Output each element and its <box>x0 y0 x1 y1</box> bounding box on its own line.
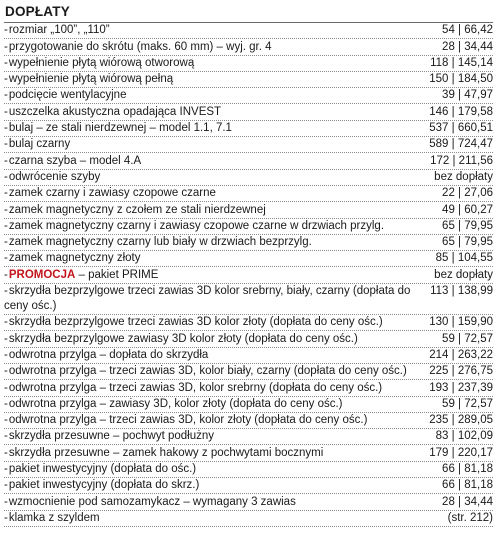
surcharge-row <box>4 219 493 235</box>
surcharge-row <box>4 445 493 461</box>
surcharge-text: – pakiet PRIME <box>75 268 159 281</box>
surcharge-text: odwrotna przylga – dopłata do skrzydła <box>8 348 209 361</box>
bullet-dash: - <box>4 397 8 410</box>
surcharge-label <box>4 170 432 185</box>
bullet-dash: - <box>4 381 8 394</box>
bullet-dash: - <box>4 446 8 459</box>
surcharge-price: 589 | 724,47 <box>429 138 493 151</box>
surcharge-label <box>4 364 427 379</box>
surcharge-label <box>4 105 427 120</box>
surcharge-price: 85 | 104,55 <box>435 252 493 265</box>
bullet-dash: - <box>4 170 8 183</box>
surcharge-row <box>4 511 493 527</box>
surcharge-label <box>4 348 427 363</box>
surcharge-label <box>4 446 427 461</box>
surcharge-text: klamka z szyldem <box>8 511 100 524</box>
surcharge-text: skrzydła bezprzylgowe zawiasy 3D kolor złoty (dopłata do ceny ośc.) <box>8 332 358 345</box>
surcharge-label <box>4 381 427 396</box>
surcharge-row <box>4 284 493 315</box>
surcharge-text: zamek magnetyczny z czołem ze stali nierdzewnej <box>8 203 266 216</box>
surcharge-row <box>4 72 493 88</box>
bullet-dash: - <box>4 154 8 167</box>
bullet-dash: - <box>4 236 8 249</box>
surcharge-row <box>4 364 493 380</box>
surcharge-label <box>4 478 440 493</box>
surcharge-price: 66 | 81,18 <box>442 479 493 492</box>
surcharge-row <box>4 153 493 169</box>
surcharge-row <box>4 39 493 55</box>
surcharge-text: zamek magnetyczny złoty <box>8 252 141 265</box>
surcharge-row <box>4 23 493 39</box>
surcharge-text: czarna szyba – model 4.A <box>8 154 142 167</box>
surcharge-price: 22 | 27,06 <box>442 187 493 200</box>
bullet-dash: - <box>4 430 8 443</box>
surcharge-row <box>4 315 493 331</box>
surcharge-row <box>4 331 493 347</box>
surcharge-label <box>4 511 446 526</box>
surcharge-row <box>4 380 493 396</box>
surcharge-row <box>4 348 493 364</box>
surcharge-row <box>4 137 493 153</box>
surcharge-price: 146 | 179,58 <box>429 105 493 118</box>
surcharge-row <box>4 462 493 478</box>
surcharge-text: odwrotna przylga – trzeci zawias 3D, kolor srebrny (dopłata do ceny ośc.) <box>8 381 383 394</box>
surcharge-label <box>4 88 440 103</box>
surcharge-text: odwrotna przylga – trzeci zawias 3D, kolor biały, czarny (dopłata do ceny ośc.) <box>8 365 407 378</box>
surcharge-row <box>4 235 493 251</box>
surcharge-row <box>4 429 493 445</box>
bullet-dash: - <box>4 203 8 216</box>
surcharge-label <box>4 186 440 201</box>
bullet-dash: - <box>4 219 8 232</box>
surcharge-price: 54 | 66,42 <box>442 24 493 37</box>
surcharge-text: uszczelka akustyczna opadająca INVEST <box>8 105 222 118</box>
bullet-dash: - <box>4 332 8 345</box>
surcharge-row <box>4 121 493 137</box>
surcharge-text: wzmocnienie pod samozamykacz – wymagany 3 zawias <box>8 495 296 508</box>
surcharge-text: wypełnienie płytą wiórową otworową <box>8 56 195 69</box>
surcharge-price: 49 | 60,27 <box>442 203 493 216</box>
surcharge-text: bulaj czarny <box>8 138 71 151</box>
surcharge-label <box>4 235 440 250</box>
surcharge-price: 28 | 34,44 <box>442 495 493 508</box>
surcharge-price: 83 | 102,09 <box>435 430 493 443</box>
surcharge-text: podcięcie wentylacyjne <box>8 89 127 102</box>
bullet-dash: - <box>4 73 8 86</box>
surcharge-label <box>4 429 434 444</box>
surcharge-row <box>4 202 493 218</box>
surcharge-text: odwrotna przylga – trzeci zawias 3D, kolor złoty (dopłata do ceny ośc.) <box>8 414 368 427</box>
surcharge-text: zamek czarny i zawiasy czopowe czarne <box>8 187 216 200</box>
surcharge-text: skrzydła przesuwne – pochwyt podłużny <box>8 430 215 443</box>
bullet-dash: - <box>4 122 8 135</box>
bullet-dash: - <box>4 348 8 361</box>
bullet-dash: - <box>4 252 8 265</box>
surcharge-text: rozmiar „100”, „110” <box>8 24 110 37</box>
surcharge-price: 113 | 138,99 <box>430 285 493 298</box>
surcharge-text: pakiet inwestycyjny (dopłata do skrz.) <box>8 479 200 492</box>
bullet-dash: - <box>4 495 8 508</box>
surcharge-label <box>4 154 428 169</box>
surcharge-price: 65 | 79,95 <box>442 236 493 249</box>
surcharge-price: 179 | 220,17 <box>429 446 493 459</box>
surcharge-label <box>4 121 427 136</box>
surcharge-label <box>4 40 440 55</box>
surcharge-text: bulaj – ze stali nierdzewnej – model 1.1, 7.1 <box>8 122 232 135</box>
bullet-dash: - <box>4 138 8 151</box>
bullet-dash: - <box>4 285 8 298</box>
bullet-dash: - <box>4 463 8 476</box>
surcharge-label <box>4 72 427 87</box>
surcharge-label <box>4 203 440 218</box>
bullet-dash: - <box>4 511 8 524</box>
surcharge-row <box>4 413 493 429</box>
surcharge-price: 66 | 81,18 <box>442 463 493 476</box>
bullet-dash: - <box>4 40 8 53</box>
bullet-dash: - <box>4 414 8 427</box>
surcharge-list <box>4 23 493 527</box>
surcharge-row <box>4 494 493 510</box>
surcharge-text: wypełnienie płytą wiórową pełną <box>8 73 174 86</box>
surcharge-row <box>4 186 493 202</box>
surcharge-price: 172 | 211,56 <box>430 154 493 167</box>
bullet-dash: - <box>4 105 8 118</box>
bullet-dash: - <box>4 316 8 329</box>
surcharges-section <box>4 0 493 527</box>
surcharge-label <box>4 268 432 283</box>
surcharge-price: bez dopłaty <box>434 170 493 183</box>
surcharge-row <box>4 267 493 283</box>
surcharge-price: 118 | 145,14 <box>430 56 493 69</box>
surcharge-row <box>4 104 493 120</box>
surcharge-text: skrzydła bezprzylgowe trzeci zawias 3D kolor złoty (dopłata do ceny ośc.) <box>8 316 383 329</box>
surcharge-price: bez dopłaty <box>434 268 493 281</box>
bullet-dash: - <box>4 89 8 102</box>
surcharge-price: 537 | 660,51 <box>429 122 493 135</box>
surcharge-price: 225 | 276,75 <box>429 365 493 378</box>
surcharge-row <box>4 397 493 413</box>
surcharge-label <box>4 332 440 347</box>
surcharge-row <box>4 56 493 72</box>
surcharge-text: pakiet inwestycyjny (dopłata do ośc.) <box>8 463 197 476</box>
bullet-dash: - <box>4 56 8 69</box>
surcharge-price: 150 | 184,50 <box>429 73 493 86</box>
surcharge-row <box>4 478 493 494</box>
surcharge-text: odwrotna przylga – zawiasy 3D, kolor złoty (dopłata do ceny ośc.) <box>8 397 343 410</box>
surcharge-row <box>4 88 493 104</box>
surcharge-label <box>4 251 434 266</box>
surcharge-label <box>4 23 440 38</box>
surcharge-text: odwrócenie szyby <box>8 170 101 183</box>
surcharge-text: skrzydła przesuwne – zamek hakowy z pochwytami bocznymi <box>8 446 324 459</box>
surcharge-text: przygotowanie do skrótu (maks. 60 mm) – wyj. gr. 4 <box>8 40 272 53</box>
bullet-dash: - <box>4 24 8 37</box>
surcharge-text: skrzydła bezprzylgowe trzeci zawias 3D kolor srebrny, biały, czarny (dopłata do ceny ośc.) <box>4 285 411 313</box>
surcharge-label <box>4 315 427 330</box>
surcharge-price: 28 | 34,44 <box>442 40 493 53</box>
surcharge-row <box>4 251 493 267</box>
surcharge-label <box>4 462 440 477</box>
surcharge-price: 214 | 263,22 <box>429 348 493 361</box>
surcharge-price: (str. 212) <box>447 511 493 524</box>
section-title: DOPŁATY <box>4 3 493 23</box>
surcharge-price: 65 | 79,95 <box>442 219 493 232</box>
surcharge-label <box>4 137 427 152</box>
surcharge-price: 59 | 72,57 <box>442 397 493 410</box>
surcharge-price: 130 | 159,90 <box>429 316 493 329</box>
bullet-dash: - <box>4 479 8 492</box>
bullet-dash: - <box>4 268 8 281</box>
surcharge-price: 39 | 47,97 <box>442 89 493 102</box>
surcharge-text: zamek magnetyczny czarny i zawiasy czopowe czarne w drzwiach przylg. <box>8 219 385 232</box>
surcharge-price: 59 | 72,57 <box>442 332 493 345</box>
surcharge-label <box>4 56 428 71</box>
surcharge-label <box>4 284 428 314</box>
bullet-dash: - <box>4 365 8 378</box>
surcharge-text: zamek magnetyczny czarny lub biały w drzwiach bezprzylg. <box>8 236 312 249</box>
surcharge-price: 235 | 289,05 <box>429 414 493 427</box>
surcharge-label <box>4 413 427 428</box>
surcharge-row <box>4 170 493 186</box>
surcharge-label <box>4 397 440 412</box>
surcharge-label <box>4 495 440 510</box>
bullet-dash: - <box>4 187 8 200</box>
promo-badge: PROMOCJA <box>8 268 76 281</box>
surcharge-label <box>4 219 440 234</box>
surcharge-price: 193 | 237,39 <box>429 381 493 394</box>
